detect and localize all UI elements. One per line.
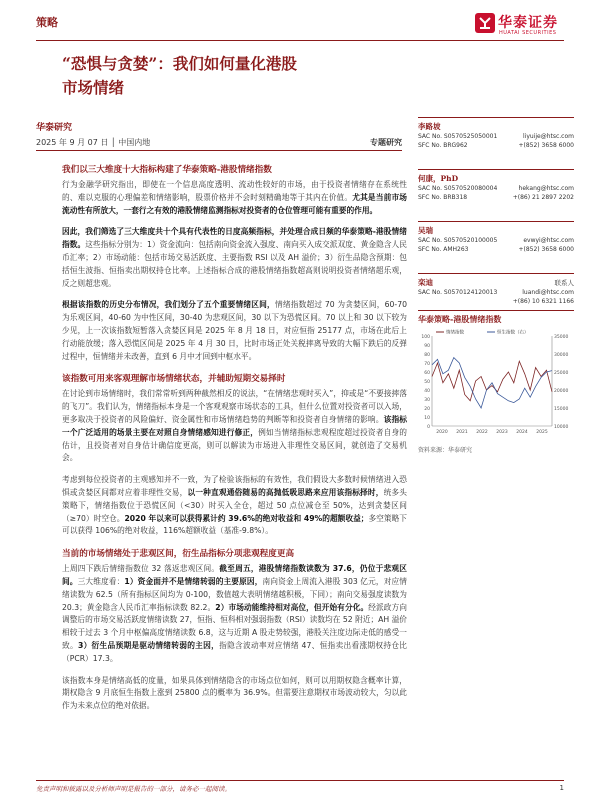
s3-p1-b: 截至周五，港股情绪指数读数为 37.6，仍位于悲观区间。 xyxy=(62,564,407,586)
analyst-sac-row xyxy=(418,184,574,193)
analyst-sfc: SFC No. BRG962 xyxy=(418,142,468,149)
section-3-paragraph-2: 该指数本身是情绪高低的度量，如果具体到情绪隐含的市场点位如何，则可以用期权隐含概率计算，期权隐含 9 月底恒生指数上涨到 25800 点的概率为 36.9%。但需要注意期权市场波动较大，匀以此作为未来点位的绝对依据。 xyxy=(62,675,407,711)
s1-p3-bold: 根据该指数的历史分布情况，我们划分了五个重要情绪区间， xyxy=(62,300,275,310)
y-right-tick-label: 30000 xyxy=(554,353,569,358)
analyst-email[interactable]: liyuije@htsc.com xyxy=(522,133,574,140)
analyst-sfc: SFC No. AMH263 xyxy=(418,246,469,253)
sentiment-chart xyxy=(418,326,574,442)
y-right-tick-label: 35000 xyxy=(554,335,569,340)
section-1-paragraph-3 xyxy=(62,299,407,363)
section-2-paragraph-1 xyxy=(62,388,407,465)
analyst-name: 李路坡 xyxy=(418,122,441,131)
report-type: 华泰研究 xyxy=(36,123,73,133)
x-tick-label: 2023 xyxy=(496,430,508,435)
report-title xyxy=(62,52,392,100)
y-right-tick-label: 10000 xyxy=(554,425,569,430)
report-type-row xyxy=(36,120,402,133)
analyst-sac-row xyxy=(418,132,574,141)
analyst-role: 联系人 xyxy=(554,279,574,287)
analyst-name: 栾迪 xyxy=(418,278,433,287)
s3-p1-e: 南向资金上周流入港股 303 亿元，对应情绪读数为 62.5（所有指标区间均为 0-100，数值越大表明情绪越积极，下同）；南向交易强度读数为 20.3；黄金隐含人民币汇率指标读数 82.2。 xyxy=(62,576,407,612)
footer-divider xyxy=(36,780,564,781)
section-1-paragraph-2 xyxy=(62,226,407,290)
title-line-2: 市场情绪 xyxy=(62,78,125,97)
header-divider xyxy=(36,40,564,41)
analyst-sfc-row xyxy=(418,141,574,150)
analyst-phone: +(86) 21 2897 2202 xyxy=(512,194,574,201)
y-left-tick-label: 60 xyxy=(424,371,430,376)
y-right-tick-label: 25000 xyxy=(554,371,569,376)
chart-source: 资料来源：华泰研究 xyxy=(418,447,473,454)
analyst-sac-row xyxy=(418,236,574,245)
page-number: 1 xyxy=(559,784,564,792)
s2-p2-text-3: 多空策略下可以获得 106%的绝对收益，116%超额收益（基准-9.8%）。 xyxy=(62,513,407,536)
analyst-panel xyxy=(418,117,574,325)
legend-label-hsi: 恒生指数（右） xyxy=(497,330,529,336)
meta-divider xyxy=(36,150,402,151)
y-left-tick-label: 90 xyxy=(424,344,430,349)
y-left-tick-label: 100 xyxy=(421,335,430,340)
analyst-sac: SAC No. S0570520100005 xyxy=(418,237,498,244)
s1-p2-bold: 因此，我们筛选了三大维度共十个具有代表性的日度高频指标，并处理合成日频的华泰策略-港股情绪指数。 xyxy=(62,227,407,250)
analyst-card xyxy=(418,221,574,263)
analyst-name: 何康，PhD xyxy=(418,174,459,183)
x-tick-label: 2025 xyxy=(536,430,548,435)
legend-label-sentiment: 情绪指数 xyxy=(446,330,464,336)
analyst-phone: +(86) 10 6321 1166 xyxy=(512,298,574,305)
section-2-paragraph-2 xyxy=(62,474,407,538)
section-tag: 策略 xyxy=(36,16,58,29)
section-3-paragraph-1 xyxy=(62,563,407,665)
s2-p2-text-2: 统多头策略下，情绪指数位于恐慌区间（<30）时买入全仓，超过 50 点位减仓至 50%，达到贪婪区间（≥70）时空仓。 xyxy=(62,487,407,523)
analyst-sfc-row xyxy=(418,245,574,254)
s2-p1-bold: 该指标一个广泛适用的场景主要在对照自身情绪感知进行修正， xyxy=(62,414,407,437)
huatai-logo-icon xyxy=(474,12,496,34)
x-tick-label: 2024 xyxy=(516,430,528,435)
chart-title: 华泰策略-港股情绪指数 xyxy=(418,310,574,325)
s3-p1-g: 经派政方向调整后的市场交易活跃度情绪读数 27，恒指、恒科相对强弱指数（RSI）读数均在 52 附近；AH 溢价相较于过去 3 个月中枢偏高度情绪读数 6.8，这与近期 A 股走势较强，港股关注度边际走低的感受一致。 xyxy=(62,602,407,650)
date-region: 2025 年 9 月 07 日 │ 中国内地 xyxy=(36,138,151,147)
section-1-heading: 我们以三大维度十大指标构建了华泰策略-港股情绪指数 xyxy=(62,165,272,175)
y-left-tick-label: 20 xyxy=(424,407,430,412)
s3-p1-d: 1）资金面并不是情绪转弱的主要原因， xyxy=(124,576,263,586)
title-line-1: “恐惧与贪婪”：我们如何量化港股 xyxy=(62,54,297,73)
s2-p2-bold: 以一种直观通俗随易的高抛低吸思路来应用该指标择时， xyxy=(187,487,384,497)
analyst-sac-row xyxy=(418,288,574,297)
y-left-tick-label: 40 xyxy=(424,389,430,394)
s1-p3-text: 情绪指数超过 70 为贪婪区间，60-70 为乐观区间，40-60 为中性区间，30-40 为悲观区间，30 以下为恐慌区间。70 以上和 30 以下较为少见，上一次该指数短暂落入贪婪区间是 2025 年 8 月 18 日，对应恒指 25177 点，市场在此后上行动能放缓；落入恐慌区间是 2025 年 4 月 30 日，比时市场正处关税摔离导致的大幅下跌后的反弹过程中，恒情绪并未改善，直到 6 月中才回到中枢水平。 xyxy=(62,300,407,361)
x-tick-label: 2020 xyxy=(436,430,448,435)
logo-name: 华泰证券 xyxy=(498,15,558,31)
footer-disclaimer: 免责声明和披露以及分析师声明是报告的一部分，请务必一起阅读。 xyxy=(36,785,231,793)
s3-p1-h: 3）衍生品预期是驱动情绪转弱的主因， xyxy=(77,640,220,650)
s2-p1-text: 在讨论到市场情绪时，我们常常听到两种截然相反的说法，“在情绪悲观时买入”，抑或是“不要接摔落的飞刀”。我们认为，情绪指标本身是一个客观观察市场状态的工具，但什么位置对投资者可以入场，更多取决于投资者的风险偏好、资金属性和市场情绪趋势的判断等和投资者自身情绪的影响。 xyxy=(62,389,407,424)
meta-row xyxy=(36,137,402,148)
analyst-sfc-row xyxy=(418,193,574,202)
s3-p1-f: 2）市场动能维持相对高位，但开始有分化。 xyxy=(215,602,369,612)
analyst-sac: SAC No. S0570520080004 xyxy=(418,185,498,192)
analyst-phone: +(852) 3658 6000 xyxy=(518,246,574,253)
s2-p2-text: 考虑到每位投资者的主观感知并不一致，为了检验该指标的有效性，我们假设大多数时候情绪进入恐惧或贪婪区间都对应着非理性交易， xyxy=(62,475,407,497)
section-3-heading: 当前的市场情绪处于悲观区间，衍生品指标分项悲观程度更高 xyxy=(62,549,295,560)
s1-p1-text: 行为金融学研究指出，即使在一个信息高度透明、流动性较好的市场，由于投资者情绪存在系统性的、难以克服的心理偏差和情绪影响，股票价格并不会时刻精确地等于其内在价值。 xyxy=(62,180,407,202)
s2-p2-bold-2: 2020 年以来可以获得累计约 39.6%的绝对收益和 49%的超额收益； xyxy=(124,513,369,523)
s2-p1-text-2: 例如当情绪指标悲观程度超过投资者自身的估计，且投资者对自身估计确信度更高，则可以解读为市场进入非理性交易区间，就创造了交易机会。 xyxy=(62,427,407,463)
logo-sub: HUATAI SECURITIES xyxy=(499,30,557,36)
y-right-tick-label: 20000 xyxy=(554,389,569,394)
y-right-tick-label: 15000 xyxy=(554,407,569,412)
analyst-email[interactable]: luandi@htsc.com xyxy=(522,289,574,296)
y-left-tick-label: 50 xyxy=(424,380,430,385)
company-logo xyxy=(474,12,564,38)
report-body xyxy=(62,161,407,722)
analyst-sfc: SFC No. BRB318 xyxy=(418,194,468,201)
y-left-tick-label: 70 xyxy=(424,362,430,367)
section-2-heading: 该指数可用来客观理解市场情绪状态，并辅助短期交易择时 xyxy=(62,374,286,385)
analyst-name: 吴瑞 xyxy=(418,226,433,235)
y-left-tick-label: 0 xyxy=(427,425,430,430)
analyst-card xyxy=(418,117,574,159)
x-tick-label: 2021 xyxy=(456,430,468,435)
analyst-phone: +(852) 3658 6000 xyxy=(518,142,574,149)
y-left-tick-label: 30 xyxy=(424,398,430,403)
s1-p1-bold: 尤其是当前市场流动性有所放大，一套行之有效的港股情绪监测指标对投资者的仓位管理可能有重要的作用。 xyxy=(62,192,407,215)
s3-p1-i: 指隐含波动率对应情绪 47、恒指卖出看涨期权持仓比（PCR）17.3。 xyxy=(62,640,407,663)
series-hsi-line xyxy=(432,358,552,408)
analyst-email[interactable]: hekang@htsc.com xyxy=(518,185,574,192)
s3-p1-c: 三大维度看： xyxy=(77,576,125,586)
s3-p1-a: 上周四下跌后情绪指数位 32 落返悲观区间。 xyxy=(62,564,220,574)
analyst-sac: SAC No. S0570124120013 xyxy=(418,289,498,296)
y-left-tick-label: 10 xyxy=(424,416,430,421)
analyst-card xyxy=(418,273,574,315)
analyst-email[interactable]: evwyi@htsc.com xyxy=(523,237,574,244)
section-1-paragraph-1 xyxy=(62,179,407,217)
analyst-card xyxy=(418,169,574,211)
x-tick-label: 2022 xyxy=(476,430,488,435)
s1-p2-text: 这些指标分别为：1）资金流向：包括南向资金流入强度、南向买入成交派双度、黄金隐含人民币汇率；2）市场动能：包括市场交易活跃度、主要指数 RSI 以及 AH 溢价；3）衍生品隐含预期：包括恒生波指、恒指卖出期权持仓比率。上述指标合成的港股情绪指数超高则说明投资者情绪超乐观，反之则超悲观。 xyxy=(62,240,407,288)
analyst-sac: SAC No. S0570525050001 xyxy=(418,133,498,140)
report-category: 专题研究 xyxy=(370,137,402,147)
y-left-tick-label: 80 xyxy=(424,353,430,358)
